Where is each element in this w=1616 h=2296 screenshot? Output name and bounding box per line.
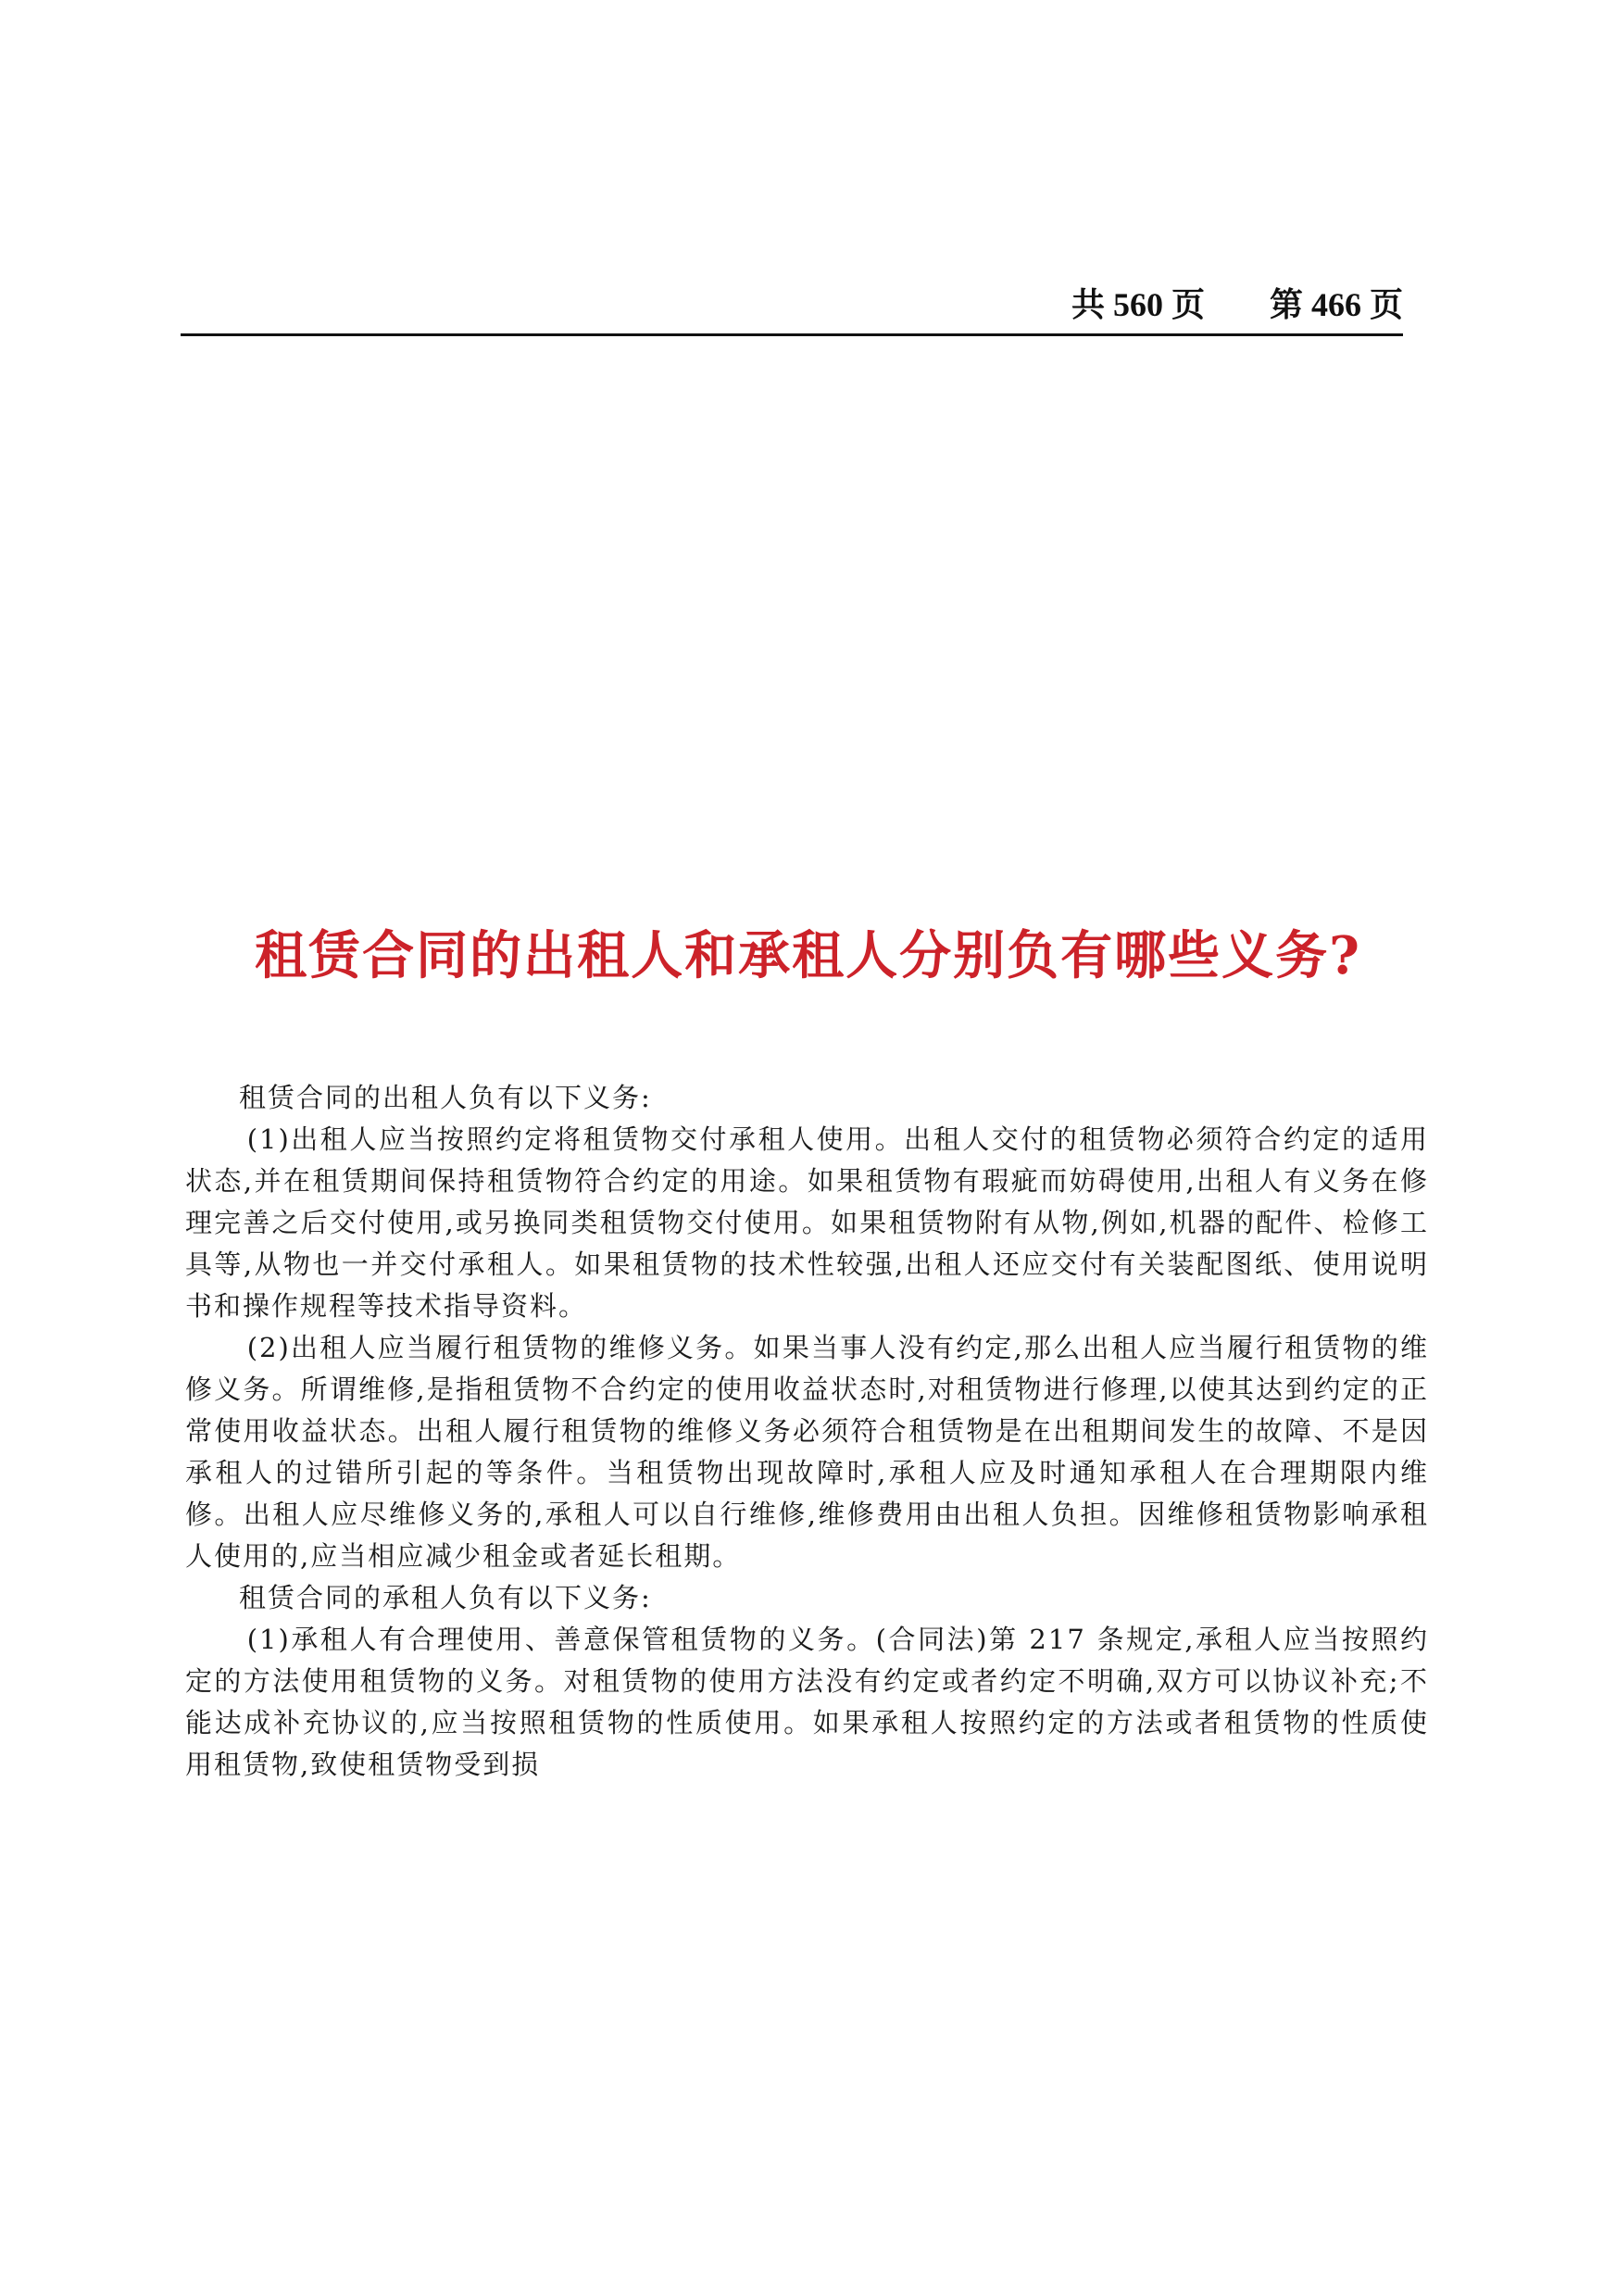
page-count — [1071, 279, 1403, 326]
page-header — [181, 278, 1403, 336]
total-pages: 共 560 页 — [1071, 286, 1205, 323]
current-page: 第 466 页 — [1269, 286, 1403, 323]
lessee-intro-paragraph: 租赁合同的承租人负有以下义务: — [239, 1582, 652, 1613]
lessor-duty-2-paragraph: (2)出租人应当履行租赁物的维修义务。如果当事人没有约定,那么出租人应当履行租赁物的维修义务。所谓维修,是指租赁物不合约定的使用收益状态时,对租赁物进行修理,以使其达到约定的正常使用收益状态。出租人履行租赁物的维修义务必须符合租赁物是在出租期间发生的故障、不是因承租人的过错所引起的等条件。当租赁物出现故障时,承租人应及时通知承租人在合理期限内维修。出租人应尽维修义务的,承租人可以自行维修,维修费用由出租人负担。因维修租赁物影响承租人使用的,应当相应减少租金或者延长租期。 — [185, 1332, 1429, 1572]
lessor-intro-paragraph: 租赁合同的出租人负有以下义务: — [239, 1082, 652, 1113]
document-body — [185, 1077, 1429, 1786]
lessor-duty-1-paragraph: (1)出租人应当按照约定将租赁物交付承租人使用。出租人交付的租赁物必须符合约定的适用状态,并在租赁期间保持租赁物符合约定的用途。如果租赁物有瑕疵而妨碍使用,出租人有义务在修理完善之后交付使用,或另换同类租赁物交付使用。如果租赁物附有从物,例如,机器的配件、检修工具等,从物也一并交付承租人。如果租赁物的技术性较强,出租人还应交付有关装配图纸、使用说明书和操作规程等技术指导资料。 — [185, 1123, 1429, 1322]
lessee-duty-1-paragraph: (1)承租人有合理使用、善意保管租赁物的义务。(合同法)第 217 条规定,承租人应当按照约定的方法使用租赁物的义务。对租赁物的使用方法没有约定或者约定不明确,双方可以协议补充;不能达成补充协议的,应当按照租赁物的性质使用。如果承租人按照约定的方法或者租赁物的性质使用租赁物,致使租赁物受到损 — [185, 1624, 1429, 1780]
document-title: 租赁合同的出租人和承租人分别负有哪些义务? — [255, 925, 1361, 986]
